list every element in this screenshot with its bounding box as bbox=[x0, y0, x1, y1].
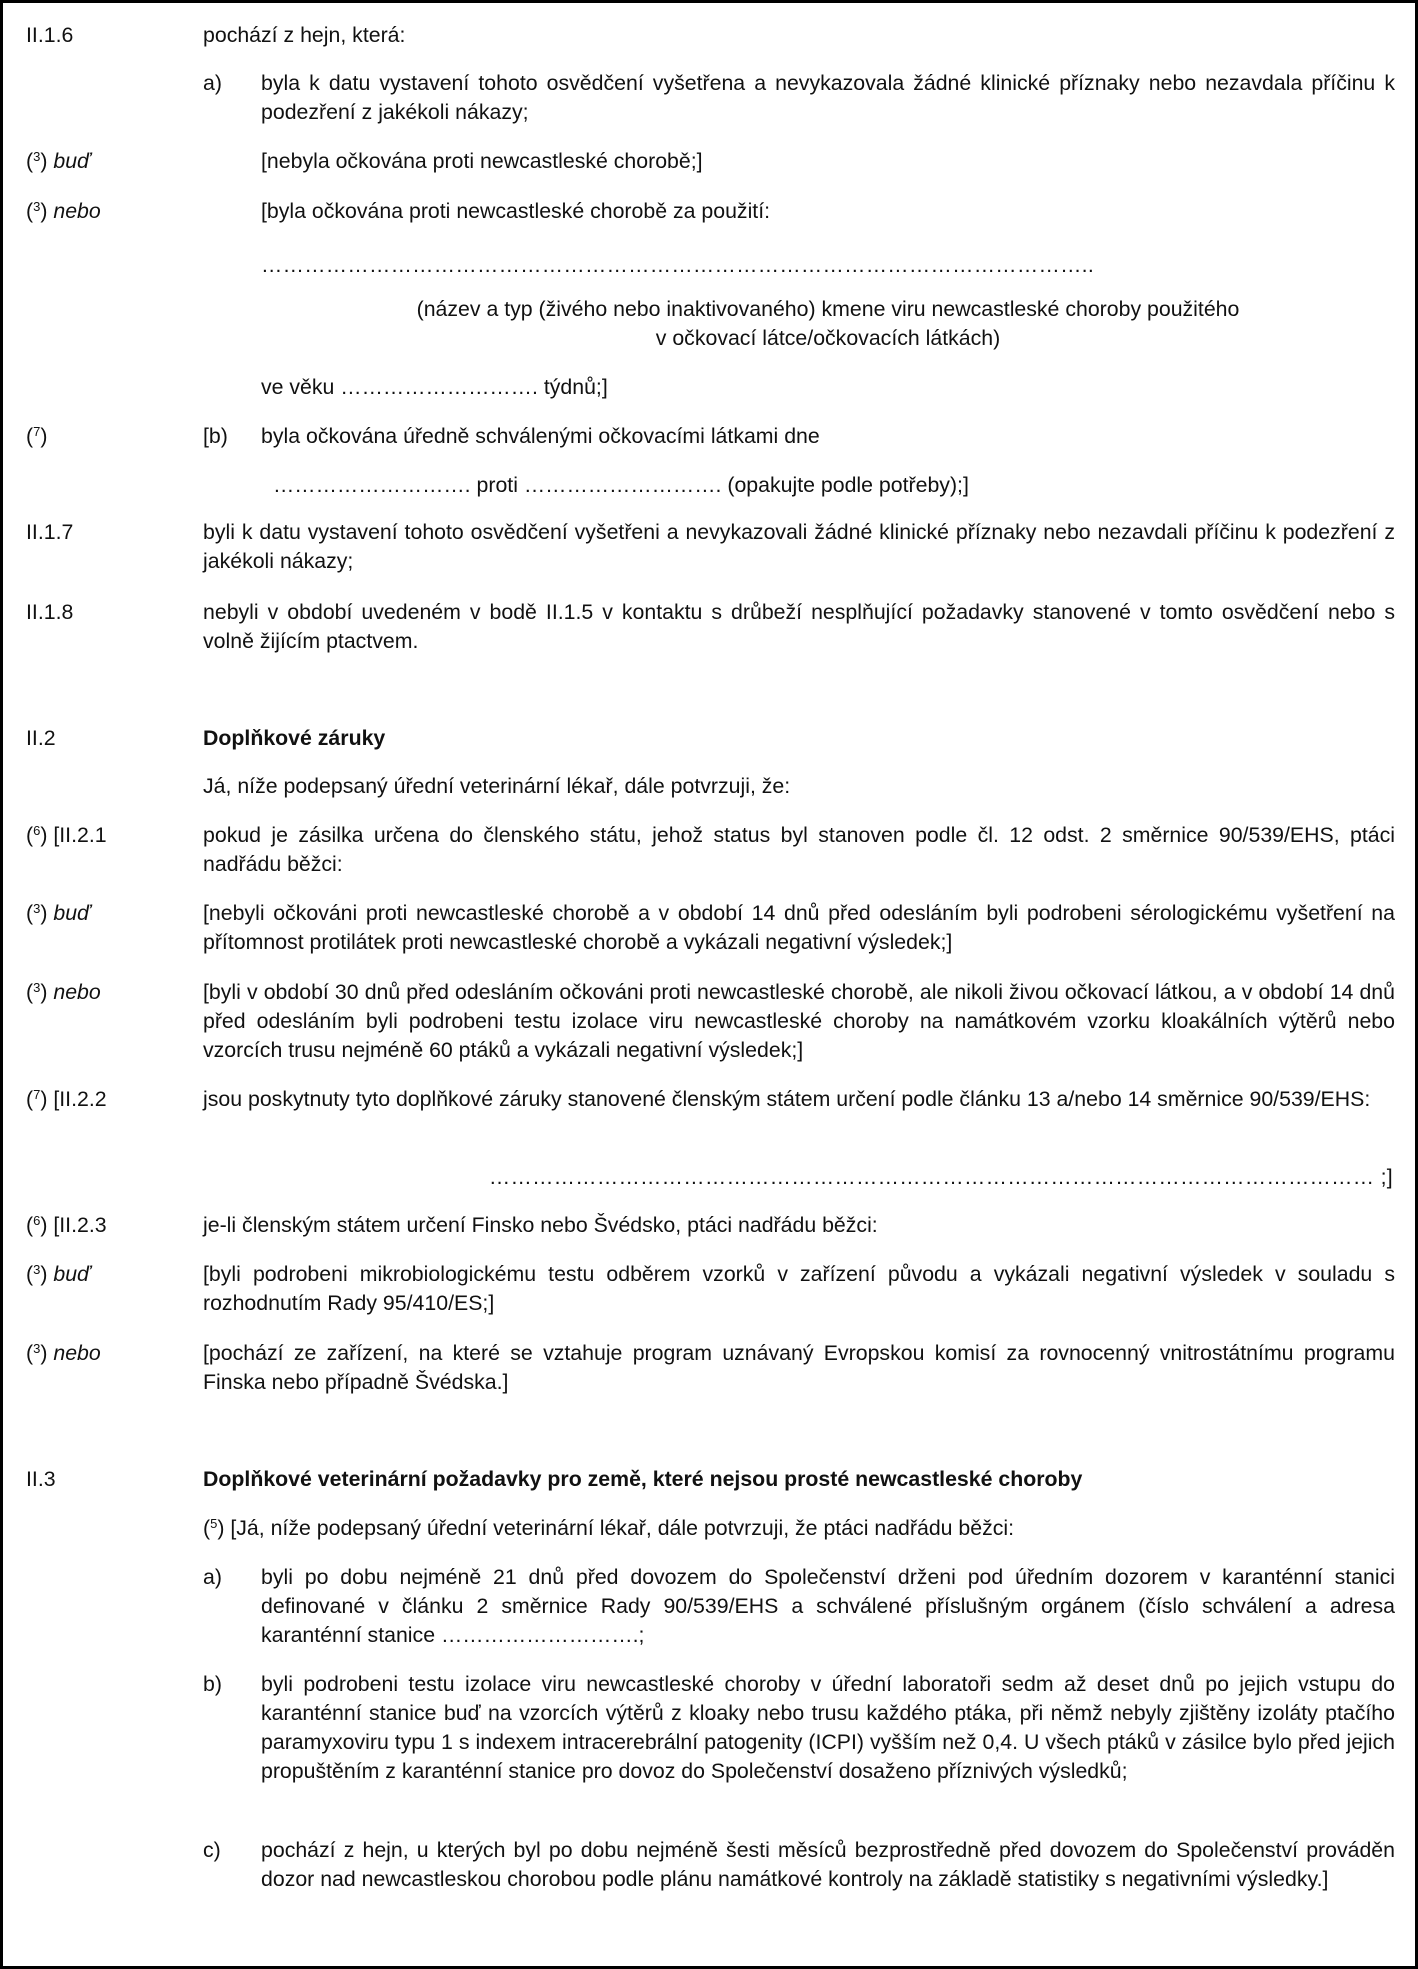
footnote-ref: 3 bbox=[33, 1341, 41, 1356]
footnote-ref: 3 bbox=[33, 980, 41, 995]
option-label: ($^3$) buď bbox=[26, 1262, 91, 1286]
item-label: c) bbox=[203, 1838, 221, 1862]
fill-in-dots: …………………………………………………………………………………………………………… ;] bbox=[488, 1165, 1393, 1189]
section-title: Doplňkové veterinární požadavky pro země, které nejsou prosté newcastleské choroby bbox=[203, 1467, 1083, 1491]
option-label: ($^6$) [II.2.1 bbox=[26, 823, 107, 847]
item-label: [b) bbox=[203, 424, 228, 448]
option-text: [byli v období 30 dnů před odesláním očkováni proti newcastleské chorobě, ale nikoli živou očkovací látkou, a v období 14 dnů před odesláním byli podrobeni testu izolace viru newcastleské choroby na namátkovém vzorku kloakálních výtěrů nebo vzorcích trusu nejméně 60 ptáků a vykázali negativní výsledek;] bbox=[203, 980, 1395, 1062]
footnote-ref: 7 bbox=[33, 424, 41, 439]
footnote-ref: 3 bbox=[33, 149, 41, 164]
option-text: [pochází ze zařízení, na které se vztahuje program uznávaný Evropskou komisí za rovnocenný vnitrostátnímu programu Finska nebo případně Švédska.] bbox=[203, 1341, 1395, 1394]
option-word: buď bbox=[53, 149, 91, 173]
option-label: ($^3$) buď bbox=[26, 149, 91, 173]
item-label: a) bbox=[203, 71, 222, 95]
option-word: nebo bbox=[53, 1341, 101, 1365]
option-label: ($^7$) bbox=[26, 424, 48, 448]
footnote-ref: 6 bbox=[33, 823, 41, 838]
section-intro-text: [Já, níže podepsaný úřední veterinární lékař, dále potvrzuji, že ptáci nadřádu běžci: bbox=[230, 1516, 1015, 1540]
option-label: ($^3$) nebo bbox=[26, 199, 101, 223]
item-text: byli podrobeni testu izolace viru newcastleské choroby v úřední laboratoři sedm až deset dnů po jejich vstupu do karanténní stanice buď na vzorcích výtěrů z kloaky nebo trusu každého ptáka, při němž nebyly zjištěny izoláty ptačího paramyxoviru typu 1 s indexem intracerebrální patogenity (ICPI) vyšším než 0,4. U všech ptáků v zásilce bylo před jejich propuštěním z karanténní stanice pro dovoz do Společenství dosaženo příznivých výsledků; bbox=[261, 1672, 1395, 1783]
footnote-ref: 7 bbox=[33, 1087, 41, 1102]
option-text: [byli podrobeni mikrobiologickému testu odběrem vzorků v zařízení původu a vykázali negativní výsledek v souladu s rozhodnutím Rady 95/410/ES;] bbox=[203, 1262, 1395, 1315]
section-text: je-li členským státem určení Finsko nebo Švédsko, ptáci nadřádu běžci: bbox=[203, 1213, 878, 1237]
item-text: byla očkována úředně schválenými očkovacími látkami dne bbox=[261, 424, 820, 448]
vaccine-caption-line1: (název a typ (živého nebo inaktivovaného) kmene viru newcastleské choroby použitého bbox=[416, 297, 1240, 321]
option-text: [nebyli očkováni proti newcastleské chorobě a v období 14 dnů před odesláním byli podrobeni sérologickému vyšetření na přítomnost protilátek proti newcastleské chorobě a vykázali negativní výsledek;] bbox=[203, 901, 1395, 954]
option-label: ($^3$) buď bbox=[26, 901, 91, 925]
item-text: byla k datu vystavení tohoto osvědčení vyšetřena a nevykazovala žádné klinické příznaky nebo nezavdala příčinu k podezření z jakékoli nákazy; bbox=[261, 71, 1395, 124]
section-text: byli k datu vystavení tohoto osvědčení vyšetřeni a nevykazovali žádné klinické příznaky nebo nezavdali příčinu k podezření z jakékoli nákazy; bbox=[203, 520, 1395, 573]
option-word: buď bbox=[53, 1262, 91, 1286]
section-intro: Já, níže podepsaný úřední veterinární lékař, dále potvrzuji, že: bbox=[203, 774, 791, 798]
section-number: II.1.7 bbox=[26, 520, 74, 544]
option-label: ($^7$) [II.2.2 bbox=[26, 1087, 107, 1111]
section-text: jsou poskytnuty tyto doplňkové záruky stanovené členským státem určení podle článku 13 a/nebo 14 směrnice 90/539/EHS: bbox=[203, 1087, 1371, 1111]
footnote-ref: 3 bbox=[33, 199, 41, 214]
section-number: [II.2.1 bbox=[53, 823, 107, 847]
option-label: ($^3$) nebo bbox=[26, 980, 101, 1004]
option-word: buď bbox=[53, 901, 91, 925]
footnote-ref: 5 bbox=[210, 1516, 218, 1531]
option-text: [nebyla očkována proti newcastleské chorobě;] bbox=[261, 149, 703, 173]
section-number: II.1.6 bbox=[26, 23, 74, 47]
section-number: II.3 bbox=[26, 1467, 56, 1491]
section-number: [II.2.2 bbox=[53, 1087, 107, 1111]
item-label: a) bbox=[203, 1565, 222, 1589]
age-weeks-field: ve věku ………………………. týdnů;] bbox=[261, 375, 608, 399]
footnote-ref: 3 bbox=[33, 901, 41, 916]
option-word: nebo bbox=[53, 199, 101, 223]
section-number: [II.2.3 bbox=[53, 1213, 107, 1237]
section-intro: pochází z hejn, která: bbox=[203, 23, 406, 47]
section-title: Doplňkové záruky bbox=[203, 726, 386, 750]
footnote-ref: 3 bbox=[33, 1262, 41, 1277]
section-number: II.1.8 bbox=[26, 600, 74, 624]
option-label: ($^6$) [II.2.3 bbox=[26, 1213, 107, 1237]
section-text: nebyli v období uvedeném v bodě II.1.5 v kontaktu s drůbeží nesplňující požadavky stanovené v tomto osvědčení nebo s volně žijícím ptactvem. bbox=[203, 600, 1395, 653]
item-text: pochází z hejn, u kterých byl po dobu nejméně šesti měsíců bezprostředně před dovozem do Společenství prováděn dozor nad newcastleskou chorobou podle plánu namátkové kontroly na základě statistiky s negativními výsledky.] bbox=[261, 1838, 1395, 1891]
option-text: [byla očkována proti newcastleské chorobě za použití: bbox=[261, 199, 771, 223]
item-label: b) bbox=[203, 1672, 222, 1696]
footnote-ref: 6 bbox=[33, 1213, 41, 1228]
item-text: byli po dobu nejméně 21 dnů před dovozem do Společenství drženi pod úředním dozorem v karanténní stanici definované v článku 2 směrnice Rady 90/539/EHS a schválené příslušným orgánem (číslo schválení a adresa karanténní stanice ……………………….; bbox=[261, 1565, 1395, 1647]
option-word: nebo bbox=[53, 980, 101, 1004]
vaccination-dates-field: ………………………. proti ………………………. (opakujte podle potřeby);] bbox=[273, 473, 969, 497]
section-intro: ($^5$) [Já, níže podepsaný úřední veterinární lékař, dále potvrzuji, že ptáci nadřádu běžci: bbox=[203, 1516, 1015, 1540]
section-text: pokud je zásilka určena do členského státu, jehož status byl stanoven podle čl. 12 odst. 2 směrnice 90/539/EHS, ptáci nadřádu běžci: bbox=[203, 823, 1395, 876]
section-number: II.2 bbox=[26, 726, 56, 750]
vaccine-caption-line2: v očkovací látce/očkovacích látkách) bbox=[655, 326, 1001, 350]
option-label: ($^3$) nebo bbox=[26, 1341, 101, 1365]
fill-in-dots: …………………………………………………………………………………………………….. bbox=[261, 253, 1095, 277]
